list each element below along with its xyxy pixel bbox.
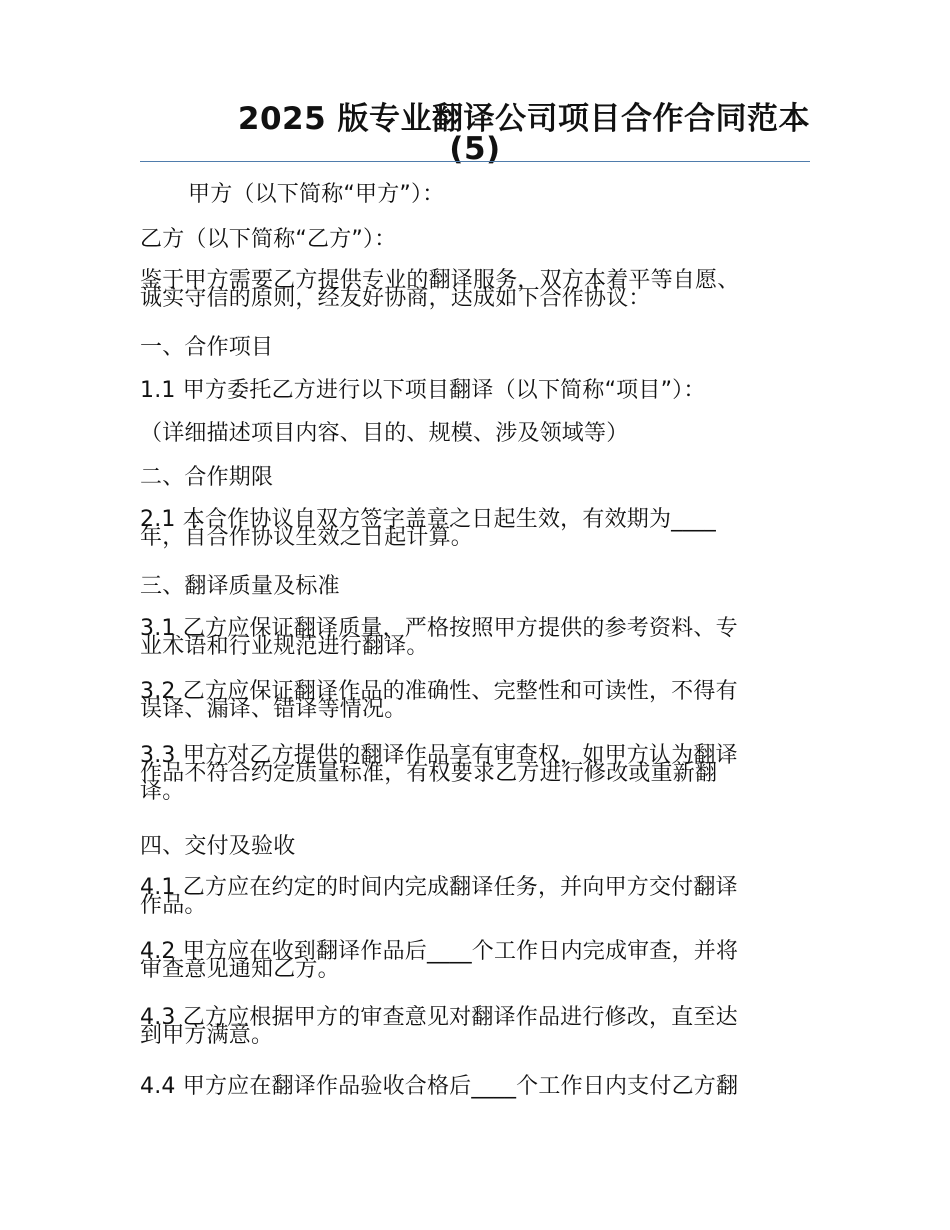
- section-heading: [140, 834, 810, 859]
- text-line: 审查意见通知乙方。: [140, 957, 340, 982]
- text-line: 4.4 甲方应在翻译作品验收合格后____个工作日内支付乙方翻: [140, 1074, 739, 1099]
- text-line: 作品不符合约定质量标准，有权要求乙方进行修改或重新翻: [140, 761, 718, 786]
- text-line: 4.1 乙方应在约定的时间内完成翻译任务，并向甲方交付翻译: [140, 875, 738, 900]
- text-line: 二、合作期限: [140, 465, 274, 490]
- section-heading: [140, 574, 810, 599]
- clause-4-3: [140, 1005, 810, 1048]
- title-divider: [140, 161, 810, 162]
- text-line: 1.1 甲方委托乙方进行以下项目翻译（以下简称“项目”）：: [140, 378, 706, 403]
- project-description-placeholder: [140, 421, 810, 446]
- clause-4-2: [140, 939, 810, 982]
- clause-1-1: [140, 378, 810, 403]
- clause-3-2: [140, 679, 810, 722]
- preamble-paragraph: [140, 268, 810, 311]
- clause-2-1: [140, 507, 810, 550]
- text-line: 译。: [140, 779, 185, 804]
- clause-4-4: [140, 1074, 810, 1099]
- text-line: 三、翻译质量及标准: [140, 574, 340, 599]
- text-line: 作品。: [140, 893, 207, 918]
- title-line-2: (5): [449, 131, 501, 167]
- text-line: 2.1 本合作协议自双方签字盖章之日起生效，有效期为____: [140, 507, 716, 532]
- section-heading: [140, 465, 810, 490]
- clause-4-1: [140, 875, 810, 918]
- text-line: 诚实守信的原则，经友好协商，达成如下合作协议：: [140, 286, 651, 311]
- section-heading: [140, 335, 810, 360]
- text-line: 3.2 乙方应保证翻译作品的准确性、完整性和可读性，不得有: [140, 679, 738, 704]
- text-line: 鉴于甲方需要乙方提供专业的翻译服务，双方本着平等自愿、: [140, 268, 740, 293]
- text-line: 到甲方满意。: [140, 1023, 274, 1048]
- text-line: 年，自合作协议生效之日起计算。: [140, 525, 474, 550]
- party-b-line: [140, 227, 810, 252]
- text-line: 4.2 甲方应在收到翻译作品后____个工作日内完成审查，并将: [140, 939, 739, 964]
- clause-3-1: [140, 616, 810, 659]
- party-a-line: [188, 182, 858, 207]
- text-line: 3.3 甲方对乙方提供的翻译作品享有审查权，如甲方认为翻译: [140, 743, 738, 768]
- text-line: 4.3 乙方应根据甲方的审查意见对翻译作品进行修改，直至达: [140, 1005, 738, 1030]
- text-line: 误译、漏译、错译等情况。: [140, 697, 407, 722]
- text-line: 乙方（以下简称“乙方”）：: [140, 227, 397, 252]
- text-line: 3.1 乙方应保证翻译质量，严格按照甲方提供的参考资料、专: [140, 616, 738, 641]
- title-line-1: 2025 版专业翻译公司项目合作合同范本: [237, 101, 810, 137]
- text-line: 甲方（以下简称“甲方”）：: [188, 182, 445, 207]
- clause-3-3: [140, 743, 810, 804]
- text-line: 四、交付及验收: [140, 834, 296, 859]
- text-line: （详细描述项目内容、目的、规模、涉及领域等）: [140, 421, 629, 446]
- text-line: 一、合作项目: [140, 335, 274, 360]
- document-title: [140, 101, 810, 167]
- text-line: 业术语和行业规范进行翻译。: [140, 634, 429, 659]
